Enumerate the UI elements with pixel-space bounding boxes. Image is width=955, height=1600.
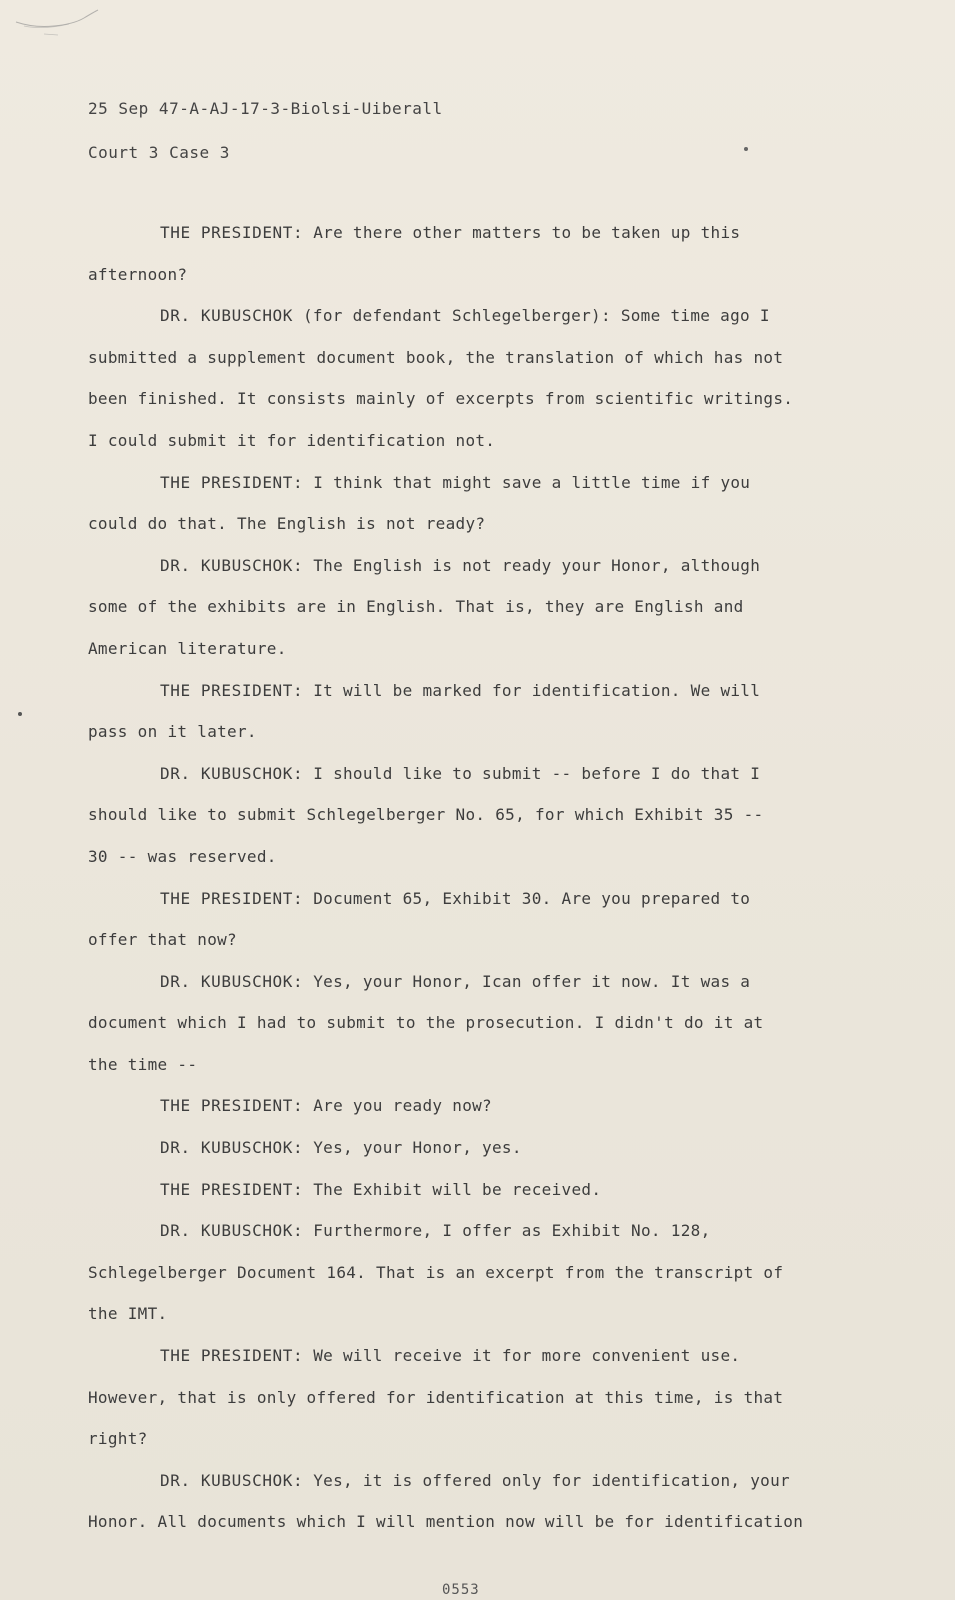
line-text: right? <box>88 1429 148 1449</box>
line-text: submitted a supplement document book, the translation of which has not <box>88 347 784 367</box>
speaker-label: DR. KUBUSCHOK: <box>160 763 304 783</box>
transcript-line <box>88 794 868 836</box>
line-text: Honor. All documents which I will mention now will be for identification <box>88 1512 804 1532</box>
transcript-line <box>88 1460 868 1502</box>
transcript-line <box>88 1501 868 1543</box>
transcript-body <box>88 212 868 1543</box>
transcript-line <box>88 586 868 628</box>
transcript-line <box>88 378 868 420</box>
transcript-line <box>88 1335 868 1377</box>
line-text: Schlegelberger Document 164. That is an excerpt from the transcript of <box>88 1262 784 1282</box>
line-text: Are there other matters to be taken up this <box>303 223 741 242</box>
line-text: However, that is only offered for identification at this time, is that <box>88 1387 784 1407</box>
line-text: The Exhibit will be received. <box>303 1179 602 1199</box>
speaker-label: THE PRESIDENT: <box>160 472 304 492</box>
ink-speck <box>744 147 748 151</box>
transcript-line <box>88 1127 868 1169</box>
transcript-line <box>88 1044 868 1086</box>
transcript-line <box>88 1210 868 1252</box>
transcript-line <box>88 919 868 961</box>
line-text: We will receive it for more convenient use. <box>303 1346 741 1366</box>
transcript-line <box>88 254 868 296</box>
line-text: the time -- <box>88 1054 198 1074</box>
transcript-line <box>88 878 868 920</box>
speaker-label: DR. KUBUSCHOK <box>160 306 294 326</box>
transcript-line <box>88 337 868 379</box>
line-text: been finished. It consists mainly of excerpts from scientific writings. <box>88 389 794 409</box>
line-text: Yes, your Honor, yes. <box>303 1138 522 1158</box>
transcript-line <box>88 420 868 462</box>
line-text: I think that might save a little time if you <box>303 472 751 492</box>
document-reference: 25 Sep 47-A-AJ-17-3-Biolsi-Uiberall <box>88 99 443 118</box>
transcript-line <box>88 670 868 712</box>
transcript-line <box>88 1293 868 1335</box>
line-text: the IMT. <box>88 1304 168 1324</box>
line-text: It will be marked for identification. We will <box>303 680 761 700</box>
line-text: offer that now? <box>88 930 237 950</box>
line-text: I should like to submit -- before I do that I <box>303 763 761 783</box>
transcript-line <box>88 1377 868 1419</box>
line-text: Furthermore, I offer as Exhibit No. 128, <box>303 1221 711 1241</box>
transcript-line <box>88 628 868 670</box>
line-text: 30 -- was reserved. <box>88 846 277 866</box>
transcript-line <box>88 1002 868 1044</box>
speaker-label: THE PRESIDENT: <box>160 680 304 700</box>
speaker-label: DR. KUBUSCHOK: <box>160 1470 304 1490</box>
court-case-label: Court 3 Case 3 <box>88 143 230 162</box>
speaker-label: DR. KUBUSCHOK: <box>160 971 304 991</box>
line-text: some of the exhibits are in English. That is, they are English and <box>88 597 744 617</box>
transcript-line <box>88 711 868 753</box>
speaker-label: THE PRESIDENT: <box>160 888 304 908</box>
line-text: Document 65, Exhibit 30. Are you prepared to <box>303 888 751 908</box>
transcript-line <box>88 295 868 337</box>
transcript-line <box>88 503 868 545</box>
line-text: Yes, your Honor, Ican offer it now. It was a <box>303 971 751 991</box>
transcript-line <box>88 1085 868 1127</box>
transcript-line <box>88 545 868 587</box>
transcript-line <box>88 836 868 878</box>
transcript-line <box>88 1252 868 1294</box>
transcript-line <box>88 462 868 504</box>
speaker-label: DR. KUBUSCHOK: <box>160 1138 304 1158</box>
line-text: should like to submit Schlegelberger No. 65, for which Exhibit 35 -- <box>88 805 764 825</box>
speaker-label: THE PRESIDENT: <box>160 223 304 242</box>
speaker-label: THE PRESIDENT: <box>160 1179 304 1199</box>
speaker-label: DR. KUBUSCHOK: <box>160 555 304 575</box>
speaker-label: DR. KUBUSCHOK: <box>160 1221 304 1241</box>
line-text: Are you ready now? <box>303 1096 492 1116</box>
line-text: (for defendant Schlegelberger): Some time ago I <box>293 306 770 326</box>
transcript-line <box>88 1418 868 1460</box>
transcript-line <box>88 212 868 254</box>
line-text: afternoon? <box>88 264 188 284</box>
transcript-line <box>88 753 868 795</box>
transcript-line <box>88 961 868 1003</box>
line-text: The English is not ready your Honor, although <box>303 555 761 575</box>
transcript-line <box>88 1169 868 1211</box>
line-text: document which I had to submit to the prosecution. I didn't do it at <box>88 1013 764 1033</box>
line-text: American literature. <box>88 638 287 658</box>
line-text: pass on it later. <box>88 722 257 742</box>
page-number: 0553 <box>442 1582 480 1598</box>
paper-scuff-mark <box>14 8 100 38</box>
speaker-label: THE PRESIDENT: <box>160 1346 304 1366</box>
line-text: I could submit it for identification not. <box>88 430 496 450</box>
margin-speck <box>18 712 22 716</box>
speaker-label: THE PRESIDENT: <box>160 1096 304 1116</box>
line-text: could do that. The English is not ready? <box>88 514 486 534</box>
line-text: Yes, it is offered only for identification, your <box>303 1470 790 1490</box>
